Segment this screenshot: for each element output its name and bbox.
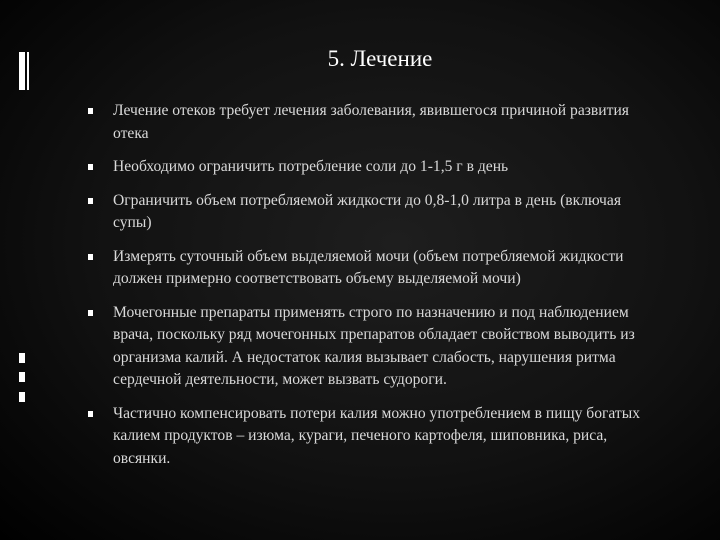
bullet-text: Измерять суточный объем выделяемой мочи (объем потребляемой жидкости должен примерно соответствовать объему выделяемой мочи) [113, 247, 624, 287]
bullet-icon [88, 198, 93, 204]
bullet-icon [88, 411, 93, 417]
bullet-list [88, 100, 663, 481]
bullet-text: Необходимо ограничить потребление соли до 1-1,5 г в день [113, 158, 509, 175]
bullet-icon [88, 254, 93, 260]
bullet-text: Лечение отеков требует лечения заболевания, явившегося причиной развития отека [113, 102, 629, 142]
decorative-square [19, 353, 25, 363]
decorative-square [19, 392, 25, 402]
bullet-icon [88, 310, 93, 316]
bullet-text: Мочегонные препараты применять строго по назначению и под наблюдением врача, поскольку ряд мочегонных препаратов обладает свойством выводить из организма калий. А недостаток калия вызывает слабость, нарушения ритма сердечной деятельности, может вызвать судороги. [113, 303, 635, 388]
bullet-item [88, 302, 663, 392]
bullet-item [88, 190, 663, 235]
bullet-text: Ограничить объем потребляемой жидкости до 0,8-1,0 литра в день (включая супы) [113, 191, 621, 231]
bullet-text: Частично компенсировать потери калия можно употреблением в пищу богатых калием продуктов – изюма, кураги, печеного картофеля, шиповника, риса, овсянки. [113, 404, 641, 467]
bullet-item [88, 403, 663, 471]
bullet-icon [88, 164, 93, 170]
bullet-item [88, 246, 663, 291]
bullet-icon [88, 108, 93, 114]
bullet-item [88, 100, 663, 145]
slide-title: 5. Лечение [327, 46, 433, 71]
bullet-item [88, 156, 663, 179]
decorative-square [19, 372, 25, 382]
